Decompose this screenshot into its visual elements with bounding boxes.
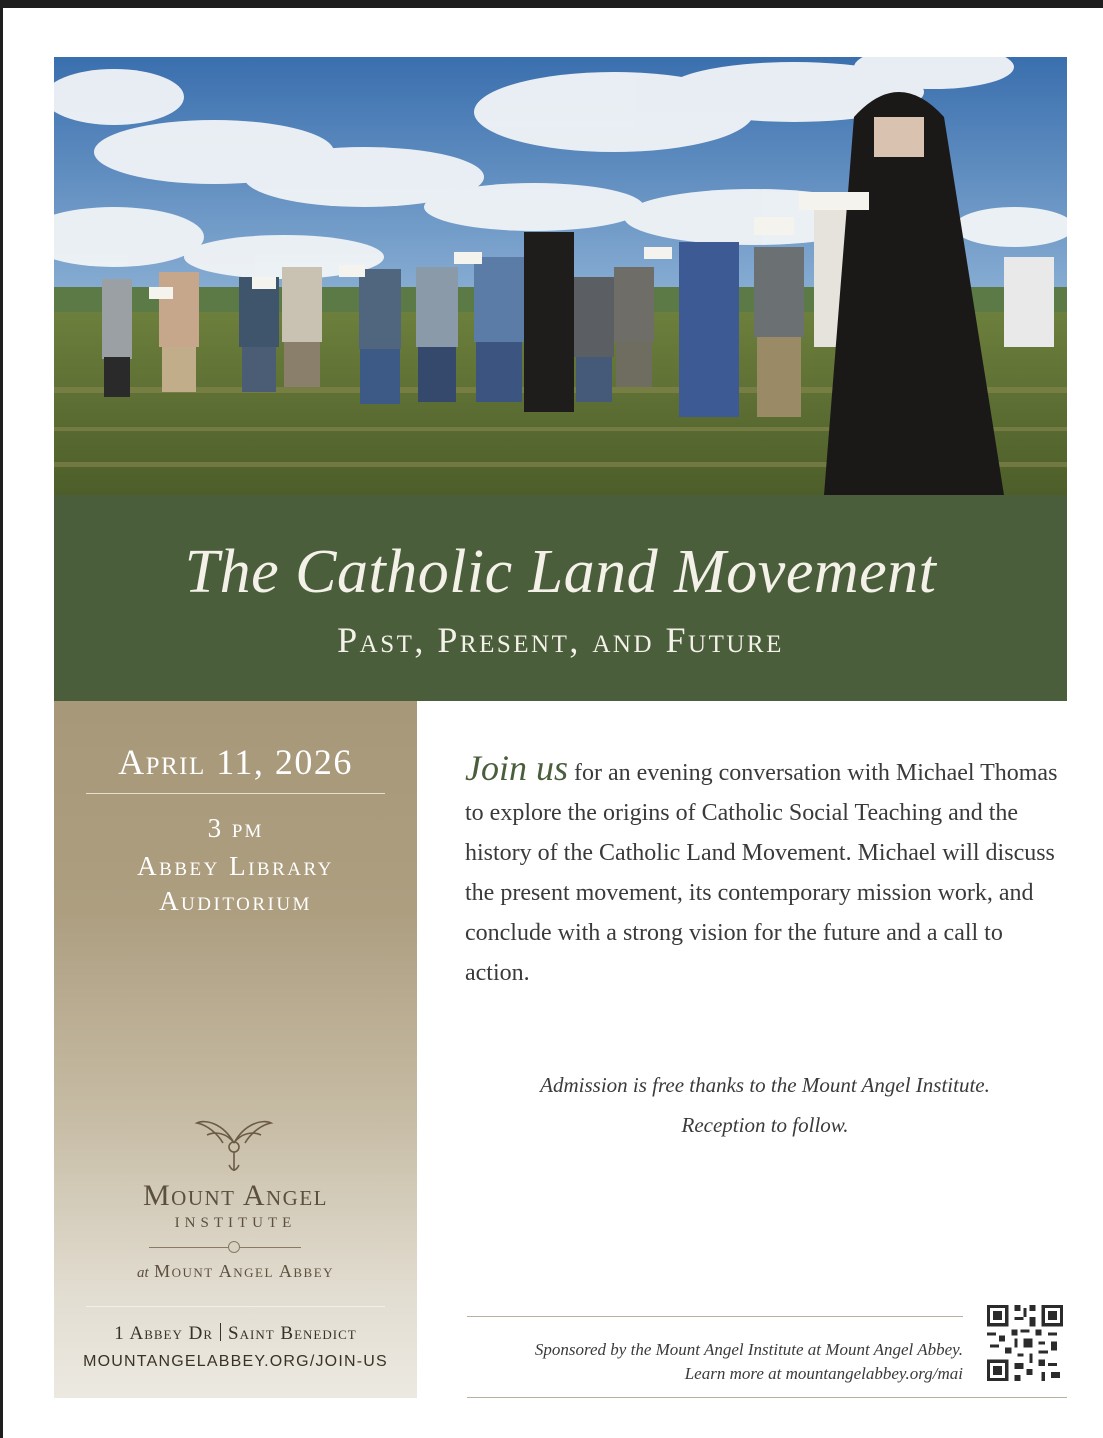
separator bbox=[220, 1323, 221, 1341]
angel-wings-logo-icon bbox=[193, 1113, 275, 1177]
logo-divider bbox=[149, 1247, 301, 1248]
event-date: April 11, 2026 bbox=[118, 742, 353, 782]
institute-subtitle: INSTITUTE bbox=[174, 1215, 297, 1231]
event-info-sidebar bbox=[54, 701, 417, 1398]
address-city: Saint Benedict bbox=[228, 1323, 357, 1344]
join-us-lead: Join us bbox=[465, 748, 568, 788]
description-text: for an evening conversation with Michael Thomas to explore the origins of Catholic Social Teaching and the history of the Catholic Land Movement. Michael will discuss the present movement, its contemporary mission work, and conclude with a strong vision for the future and a call to action. bbox=[465, 760, 1058, 986]
event-description bbox=[465, 748, 1065, 993]
title-band bbox=[54, 495, 1067, 701]
learn-more-line: Learn more at mountangelabbey.org/mai bbox=[684, 1364, 963, 1383]
divider bbox=[467, 1397, 1067, 1398]
address-street: 1 Abbey Dr bbox=[114, 1323, 214, 1344]
top-border bbox=[0, 0, 1103, 8]
divider bbox=[86, 793, 385, 794]
admission-line: Admission is free thanks to the Mount Angel Institute. bbox=[540, 1073, 990, 1097]
left-border bbox=[0, 0, 3, 1438]
logo-cross-dot-icon bbox=[228, 1241, 240, 1253]
institute-name: Mount Angel bbox=[143, 1179, 328, 1212]
rsvp-url: MOUNTANGELABBEY.ORG/JOIN-US bbox=[83, 1353, 388, 1370]
admission-note bbox=[440, 1065, 1090, 1145]
sponsor-line: Sponsored by the Mount Angel Institute at Mount Angel Abbey. bbox=[534, 1340, 963, 1359]
institute-location bbox=[54, 1261, 417, 1282]
event-time: 3 pm bbox=[207, 813, 264, 843]
at-place: Mount Angel Abbey bbox=[154, 1261, 335, 1281]
qr-code-icon[interactable] bbox=[987, 1305, 1063, 1381]
divider bbox=[467, 1316, 963, 1317]
divider bbox=[86, 1306, 385, 1307]
reception-line: Reception to follow. bbox=[681, 1113, 849, 1137]
event-location-line1: Abbey Library bbox=[137, 851, 334, 881]
event-location-line2: Auditorium bbox=[159, 886, 312, 916]
address bbox=[54, 1323, 417, 1345]
event-subtitle: Past, Present, and Future bbox=[337, 620, 784, 660]
event-title: The Catholic Land Movement bbox=[184, 538, 937, 606]
sponsor-note bbox=[467, 1338, 963, 1386]
hero-photo bbox=[54, 57, 1067, 495]
at-word: at bbox=[136, 1265, 149, 1281]
